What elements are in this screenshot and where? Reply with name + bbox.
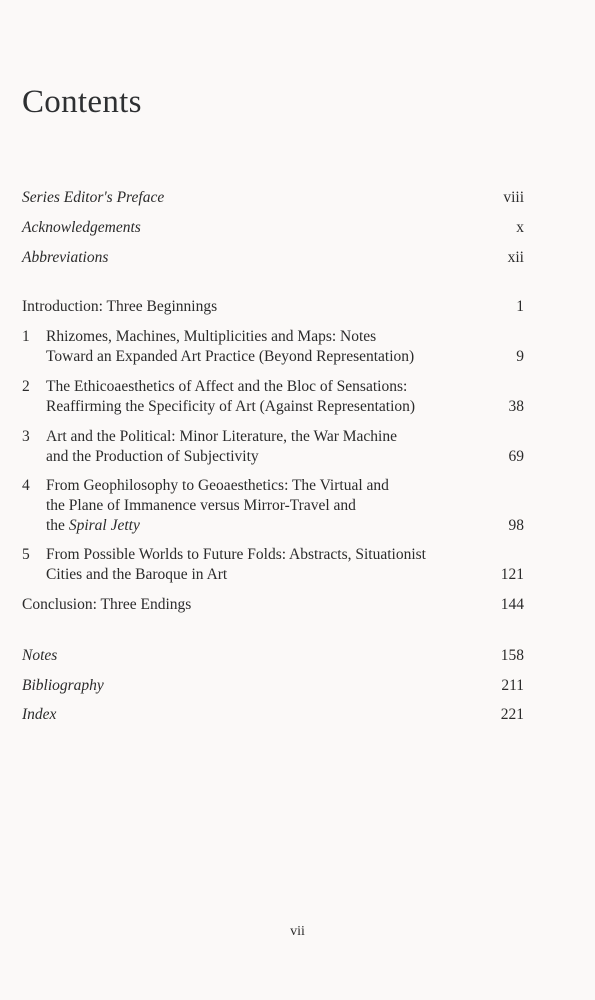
chapter-title-line: [46, 516, 486, 536]
page-number: vii: [290, 924, 305, 939]
chapter-title-text: the: [46, 517, 69, 534]
toc-entry-page: 158: [500, 647, 524, 664]
chapter-title-line: From Possible Worlds to Future Folds: Abstracts, Situationist: [46, 546, 426, 563]
chapter-title-line: Rhizomes, Machines, Multiplicities and Maps: Notes: [46, 328, 377, 345]
toc-entry-page: xii: [507, 249, 524, 266]
chapter-number: 2: [22, 378, 30, 395]
toc-entry-page: viii: [503, 189, 524, 206]
chapter-title-italic: Spiral Jetty: [68, 517, 140, 534]
toc-entry-page: 221: [500, 706, 524, 723]
chapter-title-line: Art and the Political: Minor Literature, the War Machine: [46, 428, 397, 445]
page-title: Contents: [22, 84, 142, 120]
toc-entry-page: 144: [500, 596, 524, 613]
toc-entry-page: 38: [508, 398, 524, 415]
chapter-title-line: The Ethicoaesthetics of Affect and the Bloc of Sensations:: [46, 378, 408, 395]
chapter-title-line: Reaffirming the Specificity of Art (Against Representation): [46, 398, 416, 415]
toc-entry-page: 211: [501, 677, 524, 694]
toc-entry-label: Bibliography: [22, 677, 104, 694]
chapter-number: 1: [22, 328, 30, 345]
toc-entry-label: Conclusion: Three Endings: [22, 596, 192, 613]
toc-entry-label: Acknowledgements: [22, 219, 141, 236]
toc-entry-page: 69: [508, 448, 524, 465]
toc-entry-label: Notes: [22, 647, 58, 664]
chapter-number: 5: [22, 546, 30, 563]
toc-entry-page: 98: [508, 517, 524, 534]
toc-entry-page: 9: [516, 348, 524, 365]
toc-entry-label: Index: [22, 706, 57, 723]
toc-entry-page: 1: [516, 298, 524, 315]
chapter-title-line: and the Production of Subjectivity: [46, 448, 259, 465]
toc-entry-page: x: [516, 219, 524, 236]
chapter-title-line: Cities and the Baroque in Art: [46, 566, 228, 583]
toc-entry-page: 121: [500, 566, 524, 583]
toc-entry-label: Abbreviations: [22, 249, 109, 266]
chapter-title-line: From Geophilosophy to Geoaesthetics: The Virtual and: [46, 477, 389, 494]
toc-entry-label: Series Editor's Preface: [22, 189, 165, 206]
chapter-title-line: Toward an Expanded Art Practice (Beyond Representation): [46, 348, 415, 365]
chapter-number: 3: [22, 428, 30, 445]
chapter-title-line: the Plane of Immanence versus Mirror-Travel and: [46, 497, 356, 514]
toc-entry-label: Introduction: Three Beginnings: [22, 298, 218, 315]
chapter-number: 4: [22, 477, 30, 494]
